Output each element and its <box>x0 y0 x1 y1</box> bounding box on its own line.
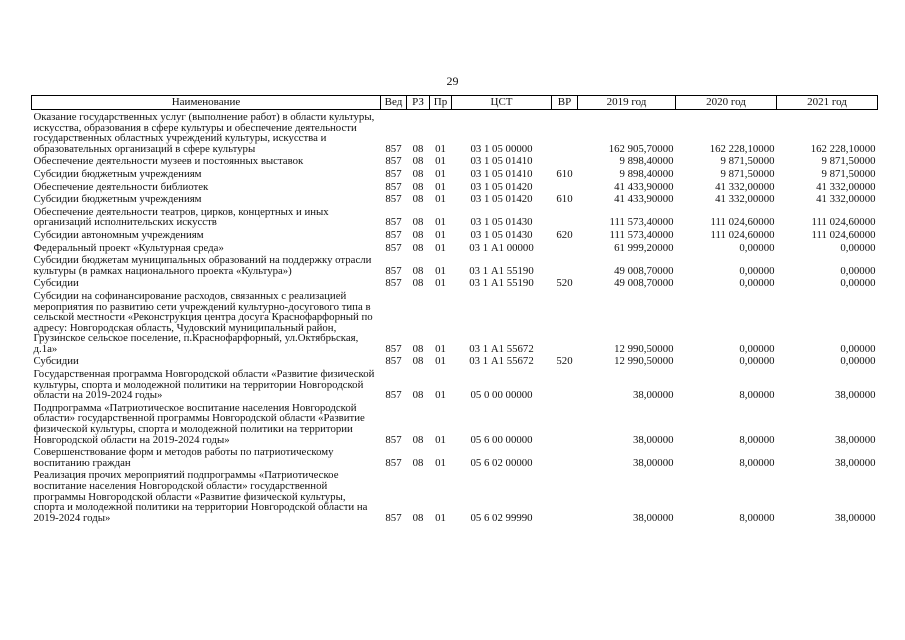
row-value-2021: 162 228,10000 <box>810 142 876 155</box>
row-value-2020: 111 024,60000 <box>710 216 775 229</box>
row-cst: 03 1 А1 55190 <box>469 264 534 277</box>
row-value-2019: 61 999,20000 <box>614 241 674 254</box>
row-cst: 05 0 00 00000 <box>470 389 533 402</box>
table-row <box>32 468 878 523</box>
row-value-2021: 9 871,50000 <box>821 167 876 180</box>
row-value-2020: 8,00000 <box>739 389 775 402</box>
row-rz: 08 <box>412 389 424 402</box>
table-row <box>32 192 878 205</box>
row-value-2020: 8,00000 <box>739 456 775 469</box>
table-header-row <box>32 96 878 110</box>
row-rz: 08 <box>412 241 424 254</box>
table-row <box>32 228 878 241</box>
row-vr <box>552 180 578 193</box>
row-vr <box>552 241 578 254</box>
row-value-2019: 9 898,40000 <box>619 167 674 180</box>
row-value-2019: 12 990,50000 <box>614 355 674 368</box>
row-value-2020: 41 332,00000 <box>715 193 775 206</box>
row-value-2020: 0,00000 <box>739 264 775 277</box>
row-pr: 01 <box>435 277 446 290</box>
row-pr: 01 <box>435 264 446 277</box>
table-row <box>32 167 878 180</box>
row-value-2019: 12 990,50000 <box>614 342 674 355</box>
row-value-2021: 0,00000 <box>840 264 876 277</box>
row-name: Субсидии на софинансирование расходов, связанных с реализацией мероприятия по развитию сети учреждений культурно-досугового типа в сельской местности «Реконструкция центра досуга Краснофарфорный по адресу: Новгородская область, Чудовский муниципальный район, Грузинское сельское поселение, п.Краснофарфорный, ул.Октябрьская, д.1а» <box>33 289 373 355</box>
row-pr: 01 <box>435 456 446 469</box>
row-cst: 03 1 05 01410 <box>470 155 533 168</box>
row-vr <box>552 205 578 228</box>
row-cst: 03 1 05 01430 <box>470 216 533 229</box>
row-ved: 857 <box>385 216 402 229</box>
row-rz: 08 <box>412 433 424 446</box>
row-rz: 08 <box>412 142 424 155</box>
row-name: Обеспечение деятельности музеев и постоянных выставок <box>33 155 304 168</box>
row-value-2019: 9 898,40000 <box>619 155 674 168</box>
row-value-2020: 0,00000 <box>739 241 775 254</box>
row-rz: 08 <box>412 511 424 524</box>
row-value-2019: 38,00000 <box>633 456 674 469</box>
row-pr: 01 <box>435 155 446 168</box>
row-ved: 857 <box>385 277 402 290</box>
table-row <box>32 401 878 445</box>
row-rz: 08 <box>412 277 424 290</box>
row-ved: 857 <box>385 142 402 155</box>
header-pr: Пр <box>430 96 452 110</box>
row-rz: 08 <box>412 355 424 368</box>
row-ved: 857 <box>385 456 402 469</box>
row-name: Субсидии автономным учреждениям <box>33 228 204 241</box>
row-pr: 01 <box>435 241 446 254</box>
table-row <box>32 354 878 367</box>
row-value-2020: 9 871,50000 <box>720 155 775 168</box>
row-vr: 620 <box>556 228 573 241</box>
header-2021: 2021 год <box>777 96 878 110</box>
row-ved: 857 <box>385 241 402 254</box>
row-name: Государственная программа Новгородской области «Развитие физической культуры, спорта и молодежной политики на территории Новгородской области на 2019-2024 годы» <box>33 368 375 402</box>
row-value-2019: 49 008,70000 <box>614 277 674 290</box>
row-cst: 03 1 А1 00000 <box>469 241 534 254</box>
row-name: Субсидии <box>33 355 79 368</box>
header-ved: Вед <box>381 96 407 110</box>
row-value-2021: 0,00000 <box>840 342 876 355</box>
row-name: Субсидии бюджетам муниципальных образований на поддержку отрасли культуры (в рамках национального проекта «Культура») <box>33 254 372 277</box>
row-pr: 01 <box>435 342 446 355</box>
row-name: Совершенствование форм и методов работы по патриотическому воспитанию граждан <box>33 446 334 469</box>
row-vr: 610 <box>556 193 573 206</box>
row-cst: 03 1 А1 55672 <box>469 355 534 368</box>
row-value-2021: 9 871,50000 <box>821 155 876 168</box>
row-ved: 857 <box>385 389 402 402</box>
row-pr: 01 <box>435 180 446 193</box>
row-rz: 08 <box>412 155 424 168</box>
row-ved: 857 <box>385 167 402 180</box>
row-pr: 01 <box>435 193 446 206</box>
header-2020: 2020 год <box>676 96 777 110</box>
header-name: Наименование <box>32 96 381 110</box>
row-value-2020: 111 024,60000 <box>710 228 775 241</box>
row-vr: 520 <box>556 355 573 368</box>
row-name: Подпрограмма «Патриотическое воспитание населения Новгородской области» государственной программы Новгородской области «Развитие физической культуры, спорта и молодежной политики на территории Новгородской области на 2019-2024 годы» <box>33 401 365 446</box>
table-row <box>32 367 878 401</box>
row-vr: 520 <box>556 277 573 290</box>
row-value-2019: 38,00000 <box>633 433 674 446</box>
row-rz: 08 <box>412 456 424 469</box>
row-ved: 857 <box>385 264 402 277</box>
row-rz: 08 <box>412 193 424 206</box>
row-ved: 857 <box>385 342 402 355</box>
header-cst: ЦСТ <box>452 96 552 110</box>
table-row <box>32 180 878 193</box>
row-value-2019: 162 905,70000 <box>608 142 674 155</box>
table-row <box>32 289 878 355</box>
budget-table <box>31 95 878 523</box>
row-vr <box>552 110 578 155</box>
row-value-2019: 38,00000 <box>633 511 674 524</box>
row-value-2020: 0,00000 <box>739 355 775 368</box>
row-rz: 08 <box>412 342 424 355</box>
row-vr <box>552 253 578 276</box>
table-body <box>32 110 878 524</box>
row-cst: 03 1 05 00000 <box>470 142 533 155</box>
row-pr: 01 <box>435 228 446 241</box>
row-ved: 857 <box>385 511 402 524</box>
row-cst: 05 6 02 99990 <box>470 511 533 524</box>
row-cst: 03 1 05 01410 <box>470 167 533 180</box>
row-cst: 05 6 02 00000 <box>470 456 533 469</box>
row-value-2019: 111 573,40000 <box>609 228 674 241</box>
row-vr: 610 <box>556 167 573 180</box>
table-row <box>32 276 878 289</box>
row-value-2021: 38,00000 <box>835 433 876 446</box>
row-ved: 857 <box>385 433 402 446</box>
row-name: Субсидии бюджетным учреждениям <box>33 193 202 206</box>
row-vr <box>552 367 578 401</box>
row-value-2020: 41 332,00000 <box>715 180 775 193</box>
row-rz: 08 <box>412 180 424 193</box>
header-rz: РЗ <box>407 96 430 110</box>
table-row <box>32 241 878 254</box>
row-value-2021: 38,00000 <box>835 456 876 469</box>
table-row <box>32 110 878 155</box>
row-vr <box>552 289 578 355</box>
row-rz: 08 <box>412 167 424 180</box>
row-value-2020: 9 871,50000 <box>720 167 775 180</box>
row-value-2019: 41 433,90000 <box>614 193 674 206</box>
row-cst: 05 6 00 00000 <box>470 433 533 446</box>
row-pr: 01 <box>435 216 446 229</box>
row-cst: 03 1 05 01430 <box>470 228 533 241</box>
row-value-2021: 41 332,00000 <box>816 180 876 193</box>
header-2019: 2019 год <box>578 96 676 110</box>
row-name: Обеспечение деятельности театров, цирков, концертных и иных организаций исполнительских искусств <box>33 205 329 229</box>
row-ved: 857 <box>385 180 402 193</box>
row-value-2021: 0,00000 <box>840 277 876 290</box>
row-cst: 03 1 05 01420 <box>470 180 533 193</box>
row-pr: 01 <box>435 389 446 402</box>
row-ved: 857 <box>385 228 402 241</box>
row-vr <box>552 154 578 167</box>
row-name: Реализация прочих мероприятий подпрограммы «Патриотическое воспитание населения Новгородской области» государственной программы Новгородской области «Развитие физической культуры, спорта и молодежной политики на территории Новгородской области на 2019-2024 годы» <box>33 469 368 524</box>
row-value-2021: 0,00000 <box>840 355 876 368</box>
row-rz: 08 <box>412 228 424 241</box>
header-vr: ВР <box>552 96 578 110</box>
row-value-2020: 0,00000 <box>739 342 775 355</box>
row-ved: 857 <box>385 355 402 368</box>
table-row <box>32 154 878 167</box>
table-row <box>32 253 878 276</box>
row-cst: 03 1 05 01420 <box>470 193 533 206</box>
row-value-2020: 8,00000 <box>739 433 775 446</box>
row-value-2021: 111 024,60000 <box>811 216 876 229</box>
row-value-2019: 41 433,90000 <box>614 180 674 193</box>
table-row <box>32 205 878 228</box>
row-ved: 857 <box>385 193 402 206</box>
row-value-2020: 8,00000 <box>739 511 775 524</box>
row-pr: 01 <box>435 355 446 368</box>
row-rz: 08 <box>412 216 424 229</box>
row-value-2021: 38,00000 <box>835 389 876 402</box>
row-value-2021: 38,00000 <box>835 511 876 524</box>
row-pr: 01 <box>435 167 446 180</box>
row-name: Федеральный проект «Культурная среда» <box>33 241 224 254</box>
row-vr <box>552 468 578 523</box>
row-pr: 01 <box>435 142 446 155</box>
page-number: 29 <box>446 74 459 88</box>
row-value-2020: 162 228,10000 <box>709 142 775 155</box>
table-row <box>32 445 878 468</box>
row-cst: 03 1 А1 55672 <box>469 342 534 355</box>
row-value-2021: 111 024,60000 <box>811 228 876 241</box>
row-pr: 01 <box>435 511 446 524</box>
row-name: Обеспечение деятельности библиотек <box>33 180 209 193</box>
row-pr: 01 <box>435 433 446 446</box>
row-value-2019: 49 008,70000 <box>614 264 674 277</box>
row-vr <box>552 401 578 445</box>
row-value-2021: 41 332,00000 <box>816 193 876 206</box>
row-rz: 08 <box>412 264 424 277</box>
row-name: Оказание государственных услуг (выполнение работ) в области культуры, искусства, образования в сфере культуры и обеспечение деятельности государственных областных учреждений культуры, искусства и образовательных организаций в сфере культуры <box>33 111 375 155</box>
row-vr <box>552 445 578 468</box>
row-value-2019: 38,00000 <box>633 389 674 402</box>
row-cst: 03 1 А1 55190 <box>469 277 534 290</box>
row-value-2020: 0,00000 <box>739 277 775 290</box>
row-value-2019: 111 573,40000 <box>609 216 674 229</box>
row-name: Субсидии бюджетным учреждениям <box>33 167 202 180</box>
row-value-2021: 0,00000 <box>840 241 876 254</box>
row-ved: 857 <box>385 155 402 168</box>
row-name: Субсидии <box>33 277 79 290</box>
